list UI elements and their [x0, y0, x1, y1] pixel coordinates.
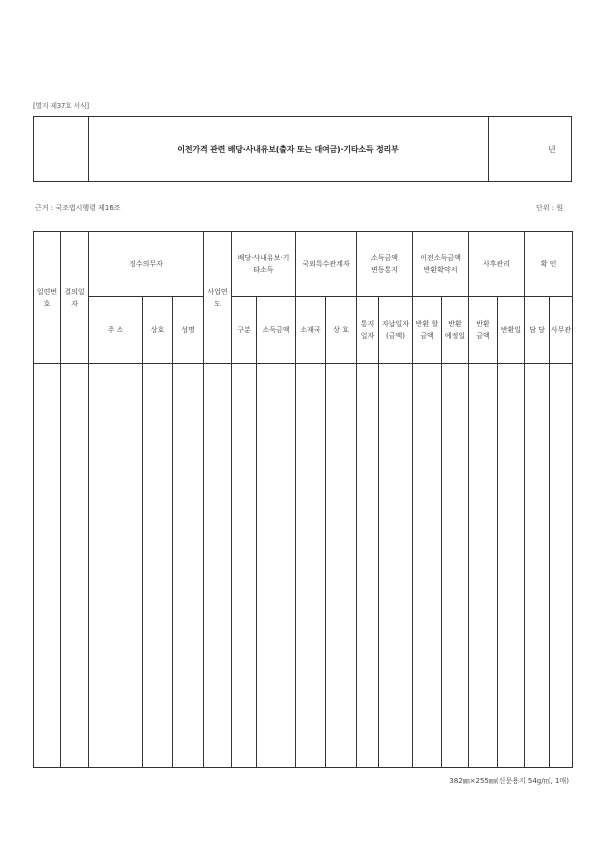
- header-location-country: 소재국: [296, 297, 326, 364]
- header-trade-name: 상호: [143, 297, 173, 364]
- header-notice-group: 소득금액 변동통지: [357, 232, 413, 297]
- header-confirmation: 확 인: [525, 232, 573, 297]
- header-foreign-trade-name: 상 호: [326, 297, 357, 364]
- header-decision-date: 결의일자: [61, 232, 89, 364]
- header-amount-to-return: 반환 할 금액: [413, 297, 442, 364]
- header-expected-return-date: 반환 예정일: [442, 297, 469, 364]
- header-dividend-group: 배당·사내유보·기 타소득: [232, 232, 296, 297]
- cell-income-amount[interactable]: [257, 364, 296, 768]
- legal-basis: 근거 : 국조법시행령 제16조: [35, 204, 121, 212]
- cell-officer[interactable]: [525, 364, 550, 768]
- header-officer: 담 당: [525, 297, 550, 364]
- unit-label: 단위 : 원: [536, 204, 564, 212]
- cell-director[interactable]: [550, 364, 573, 768]
- header-repatriation-group: 이전소득금액 반환확약서: [413, 232, 469, 297]
- header-follow-up: 사후관리: [469, 232, 525, 297]
- cell-serial-no[interactable]: [34, 364, 61, 768]
- year-label: 년: [548, 145, 556, 154]
- header-returned-amount: 반환 금액: [469, 297, 498, 364]
- cell-amount-to-return[interactable]: [413, 364, 442, 768]
- header-director: 사무관: [550, 297, 573, 364]
- cell-address[interactable]: [89, 364, 143, 768]
- cell-decision-date[interactable]: [61, 364, 89, 768]
- cell-name[interactable]: [173, 364, 204, 768]
- header-row-1: [34, 232, 573, 297]
- header-row-2: [34, 297, 573, 364]
- header-category: 구분: [232, 297, 257, 364]
- cell-payment-due[interactable]: [379, 364, 413, 768]
- paper-spec: 382㎜×255㎜(신문용지 54g/㎡, 1매): [449, 777, 569, 785]
- header-payment-due: 자납일자 (금액): [379, 297, 413, 364]
- cell-returned-amount[interactable]: [469, 364, 498, 768]
- form-number: [별지 제37호 서식]: [33, 102, 89, 110]
- header-income-amount: 소득금액: [257, 297, 296, 364]
- header-address: 주 소: [89, 297, 143, 364]
- cell-location-country[interactable]: [296, 364, 326, 768]
- cell-business-year[interactable]: [204, 364, 232, 768]
- header-business-year: 사업연도: [204, 232, 232, 364]
- body-row: [34, 364, 573, 768]
- ledger-table: [33, 231, 573, 768]
- header-name: 성명: [173, 297, 204, 364]
- header-notice-date: 통지 일자: [357, 297, 379, 364]
- cell-trade-name[interactable]: [143, 364, 173, 768]
- cell-foreign-trade-name[interactable]: [326, 364, 357, 768]
- header-return-date: 반환일: [498, 297, 525, 364]
- title-box-divider-right: [488, 117, 489, 181]
- header-foreign-party: 국외특수관계자: [296, 232, 357, 297]
- cell-expected-return-date[interactable]: [442, 364, 469, 768]
- header-serial-no: 일련번호: [34, 232, 61, 364]
- form-title: 이전가격 관련 배당·사내유보(출자 또는 대여금)·기타소득 정리부: [177, 145, 399, 154]
- cell-return-date[interactable]: [498, 364, 525, 768]
- cell-notice-date[interactable]: [357, 364, 379, 768]
- cell-category[interactable]: [232, 364, 257, 768]
- header-withholding-agent: 징수의무자: [89, 232, 204, 297]
